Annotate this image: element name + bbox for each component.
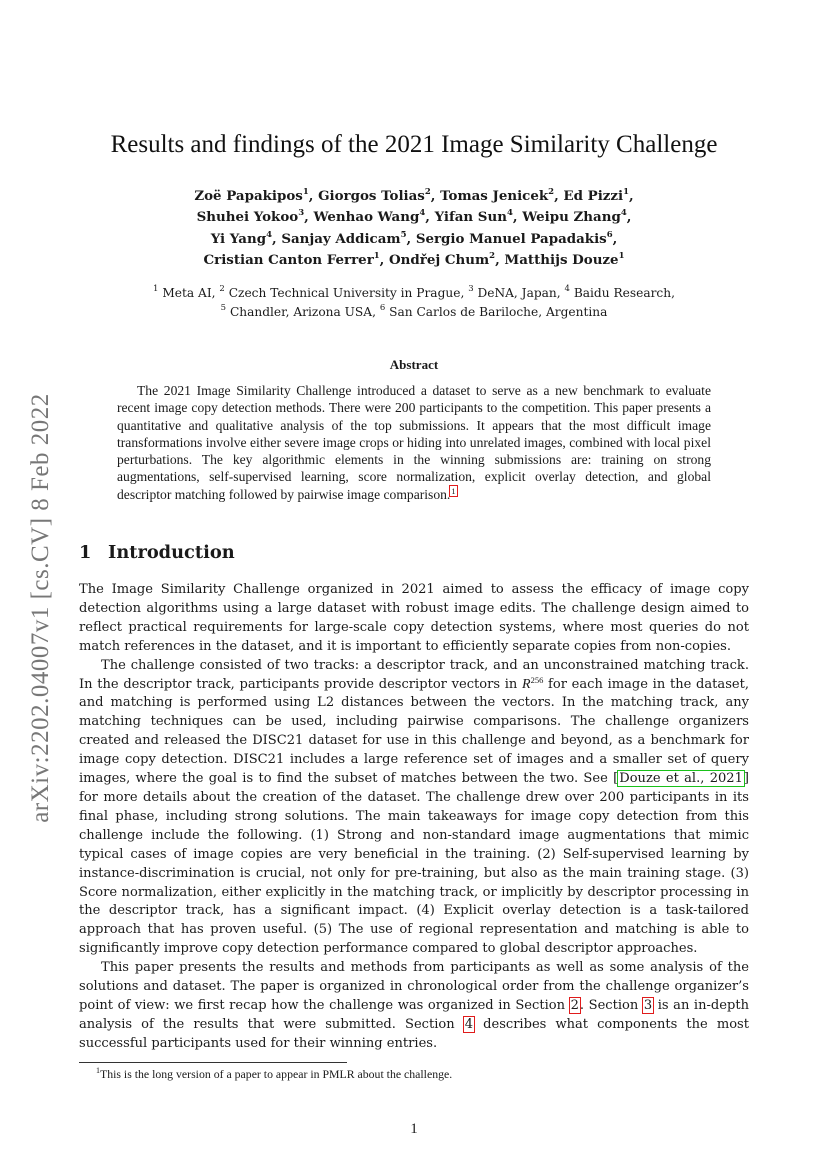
text-run: is an in-depth analysis of the results that were submitted. Section — [79, 997, 749, 1032]
body-text — [79, 581, 749, 1054]
section-number: 1 — [79, 542, 92, 563]
author-affiliation-mark: 2 — [548, 187, 555, 197]
page-number: 1 — [410, 1121, 418, 1137]
author-affiliation-mark: 4 — [506, 208, 513, 219]
section-title: Introduction — [108, 542, 235, 563]
math-exponent: 256 — [530, 674, 544, 685]
author-affiliation-mark: 4 — [266, 229, 272, 240]
affiliation-name: Chandler, Arizona USA — [229, 304, 373, 319]
footnote-mark: 1 — [96, 1066, 100, 1075]
section-ref-link[interactable]: 4 — [464, 1016, 474, 1032]
author-name: Cristian Canton Ferrer — [203, 251, 374, 268]
author-name: Weipu Zhang — [522, 209, 621, 226]
author-name: Matthijs Douze — [504, 251, 619, 268]
abstract-text: The 2021 Image Similarity Challenge introduced a dataset to serve as a new benchmark to evaluate recent image copy detection methods. There were 200 participants to the competition. This paper presents a quantitative and qualitative analysis of the top submissions. It appears that the most difficult image transformations involve either severe image crops or hiding into unrelated images, combined with local pixel perturbations. The key algorithmic elements in the winning submissions are: training on strong augmentations, self-supervised learning, score normalization, explicit overlay detection, and global descriptor matching followed by pairwise image comparison. — [117, 383, 711, 502]
author-affiliation-mark: 1 — [373, 250, 380, 261]
section-ref-link[interactable]: 2 — [570, 997, 579, 1013]
author-line: Yi Yang$^4$, Sanjay Addicam$^5$, Sergio Manuel Papadakis$^6$, — [210, 229, 618, 247]
author-affiliation-mark: 6 — [606, 229, 613, 240]
paragraph — [79, 657, 749, 960]
author-name: Sanjay Addicam — [281, 230, 401, 247]
author-name: Giorgos Tolias — [318, 188, 425, 204]
author-name: Shuhei Yokoo — [196, 209, 299, 226]
math-letter: R — [522, 676, 531, 692]
author-affiliation-mark: 1 — [302, 187, 309, 197]
affiliation-number: 1 — [153, 284, 159, 294]
text-run: ] for more details about the creation of the dataset. The challenge drew over 200 participants in its final phase, including strong solutions. The main takeaways for image copy detection from this challenge include the following. (1) Strong and non-standard image augmentations that mimic typical cases of image copies are very beneficial in the training. (2) Self-supervised learning by instance-discrimination is crucial, not only for pre-training, but also as the main training stage. (3) Score normalization, either explicitly in the matching track, or implicitly by descriptor processing in the descriptor track, has a significant impact. (4) Explicit overlay detection is a task-tailored approach that has proven useful. (5) The use of regional representation and matching is able to significantly improve copy detection performance compared to global descriptor approaches. — [79, 771, 750, 957]
text-run: The challenge consisted of two tracks: a descriptor track, and an unconstrained matching track. In the descriptor track, participants provide descriptor vectors in — [79, 657, 749, 692]
affiliation-number: 4 — [564, 284, 570, 294]
paragraph — [79, 959, 749, 1054]
author-name: Wenhao Wang — [313, 209, 420, 226]
author-affiliation-mark: 4 — [620, 208, 627, 219]
footnote-text: This is the long version of a paper to appear in PMLR about the challenge. — [100, 1067, 453, 1081]
text-run: for each image in the dataset, and matching is performed using L2 distances between the vectors. In the matching track, any matching techniques can be used, including pairwise comparisons. The challenge organizers created and released the DISC21 dataset for use in this challenge and beyond, as a benchmark for image copy detection. DISC21 includes a large reference set of images and a smaller set of query images, where the goal is to find the subset of matches between the two. See [ — [79, 676, 749, 787]
affiliation-number: 3 — [468, 284, 474, 294]
section-ref-link[interactable]: 3 — [643, 997, 653, 1013]
paper-title: Results and findings of the 2021 Image Similarity Challenge — [110, 131, 718, 158]
footnote-link[interactable]: 1 — [451, 485, 456, 496]
affiliation-name: DeNA, Japan — [477, 286, 557, 300]
affiliation-number: 5 — [220, 302, 227, 313]
text-run: . Section — [579, 997, 643, 1013]
text-run: This paper presents the results and methods from participants as well as some analysis of the solutions and dataset. The paper is organized in chronological order from the challenge organizer’s point of view: we first recap how the challenge was organized in Section — [79, 960, 749, 1013]
affiliation-name: Czech Technical University in Prague — [228, 286, 461, 300]
author-line: Shuhei Yokoo$^3$, Wenhao Wang$^4$, Yifan Sun$^4$, Weipu Zhang$^4$, — [196, 208, 632, 226]
author-name: Tomas Jenicek — [440, 188, 549, 204]
author-affiliation-mark: 4 — [419, 208, 426, 219]
paragraph: The Image Similarity Challenge organized in 2021 aimed to assess the efficacy of image copy detection algorithms using a large dataset with robust image edits. The challenge design aimed to reflect practical requirements for large-scale copy detection systems, where most queries do not match references in the dataset, and it is important to efficiently separate copies from non-copies. — [79, 582, 749, 654]
author-name: Sergio Manuel Papadakis — [415, 230, 607, 247]
author-name: Yifan Sun — [434, 209, 507, 226]
author-affiliation-mark: 2 — [424, 187, 431, 197]
text-run: describes what components the most successful participants used for their winning entries. — [79, 1016, 749, 1051]
section-heading — [79, 542, 235, 563]
author-affiliation-mark: 3 — [298, 208, 305, 219]
author-affiliation-mark: 1 — [623, 187, 629, 197]
footnote-rule — [79, 1062, 347, 1063]
affiliation-name: Meta AI — [162, 286, 212, 300]
author-name: Yi Yang — [210, 230, 267, 247]
math-symbol — [522, 674, 544, 692]
author-line: Cristian Canton Ferrer$^1$, Ondřej Chum$^2$, Matthijs Douze$^1$ — [203, 250, 625, 268]
abstract-heading: Abstract — [389, 357, 439, 372]
citation-link[interactable]: Douze et al., 2021 — [619, 771, 743, 787]
affiliation-number: 2 — [219, 284, 225, 294]
author-name: Ed Pizzi — [563, 188, 624, 204]
arxiv-stamp: arXiv:2202.04007v1 [cs.CV] 8 Feb 2022 — [27, 393, 54, 823]
author-affiliation-mark: 1 — [618, 250, 625, 261]
footnote — [96, 1067, 452, 1082]
abstract-body — [117, 382, 711, 503]
author-name: Zoë Papakipos — [194, 188, 303, 204]
affiliation-number: 6 — [379, 302, 386, 313]
author-list — [120, 186, 708, 271]
author-line: Zoë Papakipos$^1$, Giorgos Tolias$^2$, Tomas Jenicek$^2$, Ed Pizzi$^1$, — [194, 187, 634, 204]
author-affiliation-mark: 5 — [400, 229, 407, 240]
author-name: Ondřej Chum — [389, 251, 490, 268]
affiliation-list: $^1$ Meta AI, $^2$ Czech Technical University in Prague, $^3$ DeNA, Japan, $^4$ Baidu Research, $^5$ Chandler, Arizona USA, $^6$ San Carlos de Bariloche, Argentina — [153, 284, 675, 319]
author-affiliation-mark: 2 — [489, 250, 496, 261]
affiliation-name: Baidu Research — [573, 286, 672, 300]
affiliation-name: San Carlos de Bariloche, Argentina — [389, 304, 608, 319]
